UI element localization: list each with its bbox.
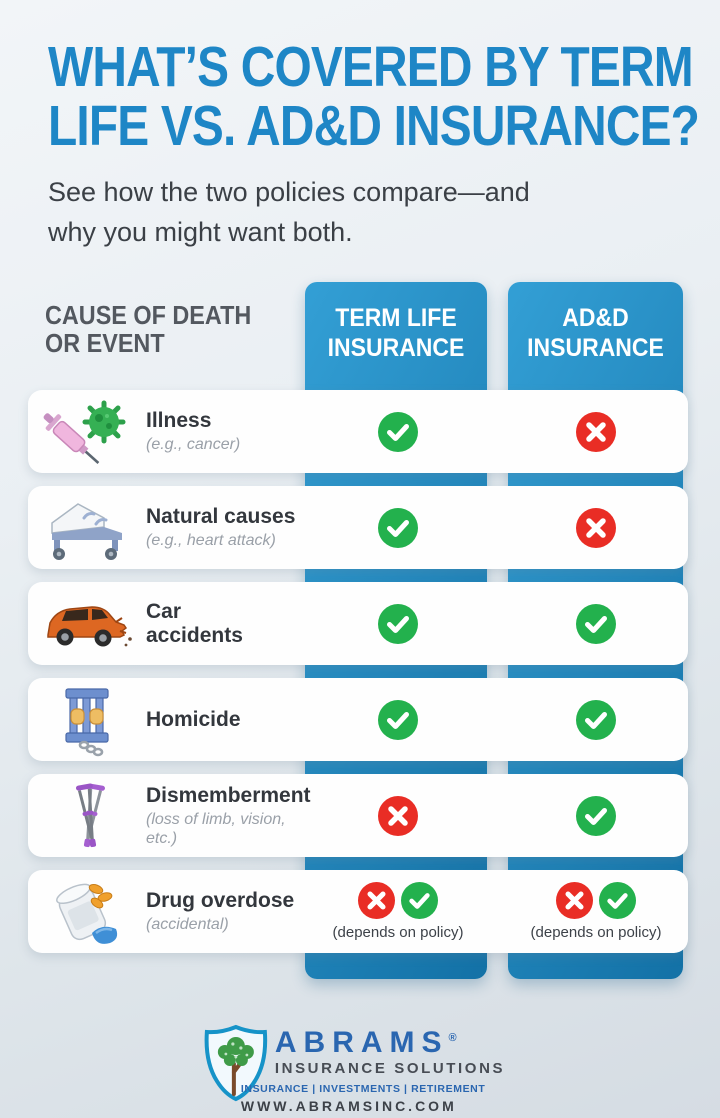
add-label-line1: AD&D	[562, 304, 629, 332]
add-column-header	[515, 282, 676, 363]
page-subtitle-line2: why you might want both.	[48, 217, 353, 247]
drug-overdose-add-mark	[510, 870, 682, 953]
row-sublabel: (loss of limb, vision, etc.)	[146, 810, 286, 847]
natural-causes-add-mark	[510, 486, 682, 569]
check-icon	[378, 412, 418, 452]
add-label-line2: INSURANCE	[527, 334, 664, 362]
page-title-line2: LIFE VS. AD&D INSURANCE?	[48, 94, 700, 158]
row-sublabel: (accidental)	[146, 916, 229, 933]
car-accidents-add-mark	[510, 582, 682, 665]
car-crash-icon	[34, 584, 146, 664]
cross-icon	[556, 882, 593, 919]
depends-marks	[358, 882, 438, 919]
cross-icon	[378, 796, 418, 836]
table-row-homicide	[28, 678, 688, 761]
crutches-icon	[34, 776, 146, 856]
check-icon	[576, 796, 616, 836]
cause-of-death-header	[45, 301, 251, 357]
page-subtitle	[48, 172, 648, 252]
illness-add-mark	[510, 390, 682, 473]
row-sublabel: (e.g., cancer)	[146, 436, 241, 453]
cause-header-line2: OR EVENT	[45, 328, 165, 358]
syringe-virus-icon	[34, 392, 146, 472]
brand-subtitle: INSURANCE SOLUTIONS	[274, 1060, 506, 1077]
check-icon	[576, 700, 616, 740]
row-label: Natural causes	[146, 505, 296, 528]
hospital-bed-icon	[34, 488, 146, 568]
row-label: Illness	[146, 409, 212, 432]
table-row-drug-overdose	[28, 870, 688, 953]
row-label: Drug overdose	[146, 889, 295, 912]
depends-note: (depends on policy)	[332, 924, 464, 941]
cross-icon	[358, 882, 395, 919]
term-life-label-line1: TERM LIFE	[335, 304, 457, 332]
table-row-illness	[28, 390, 688, 473]
check-icon	[599, 882, 636, 919]
brand-services: INSURANCE | INVESTMENTS | RETIREMENT	[240, 1083, 486, 1095]
homicide-add-mark	[510, 678, 682, 761]
row-label: Homicide	[146, 707, 241, 731]
cross-icon	[576, 412, 616, 452]
term-life-label-line2: INSURANCE	[327, 334, 465, 362]
jail-bars-icon	[34, 680, 146, 760]
brand-website: WWW.ABRAMSINC.COM	[240, 1098, 457, 1114]
page-title	[48, 35, 700, 158]
page-subtitle-line1: See how the two policies compare—and	[48, 177, 530, 207]
row-label: Dismemberment	[146, 783, 311, 807]
car-accidents-term-life-mark	[308, 582, 488, 665]
homicide-term-life-mark	[308, 678, 488, 761]
cause-header-line1: CAUSE OF DEATH	[45, 300, 252, 330]
check-icon	[401, 882, 438, 919]
pill-bottle-icon	[34, 872, 146, 952]
registered-mark: ®	[448, 1032, 457, 1044]
dismemberment-add-mark	[510, 774, 682, 857]
cross-icon	[576, 508, 616, 548]
natural-causes-term-life-mark	[308, 486, 488, 569]
depends-note: (depends on policy)	[530, 924, 662, 941]
depends-marks	[556, 882, 636, 919]
check-icon	[378, 700, 418, 740]
row-sublabel: (e.g., heart attack)	[146, 532, 276, 549]
brand-name: ABRAMS®	[274, 1026, 457, 1059]
check-icon	[576, 604, 616, 644]
drug-overdose-term-life-mark	[308, 870, 488, 953]
table-row-car-accidents	[28, 582, 688, 665]
table-row-dismemberment	[28, 774, 688, 857]
term-life-column-header	[312, 282, 479, 363]
brand-footer	[203, 1022, 505, 1114]
table-row-natural-causes	[28, 486, 688, 569]
check-icon	[378, 508, 418, 548]
check-icon	[378, 604, 418, 644]
dismemberment-term-life-mark	[308, 774, 488, 857]
page-title-line1: WHAT’S COVERED BY TERM	[48, 35, 693, 99]
row-label: Car accidents	[146, 599, 243, 647]
illness-term-life-mark	[308, 390, 488, 473]
